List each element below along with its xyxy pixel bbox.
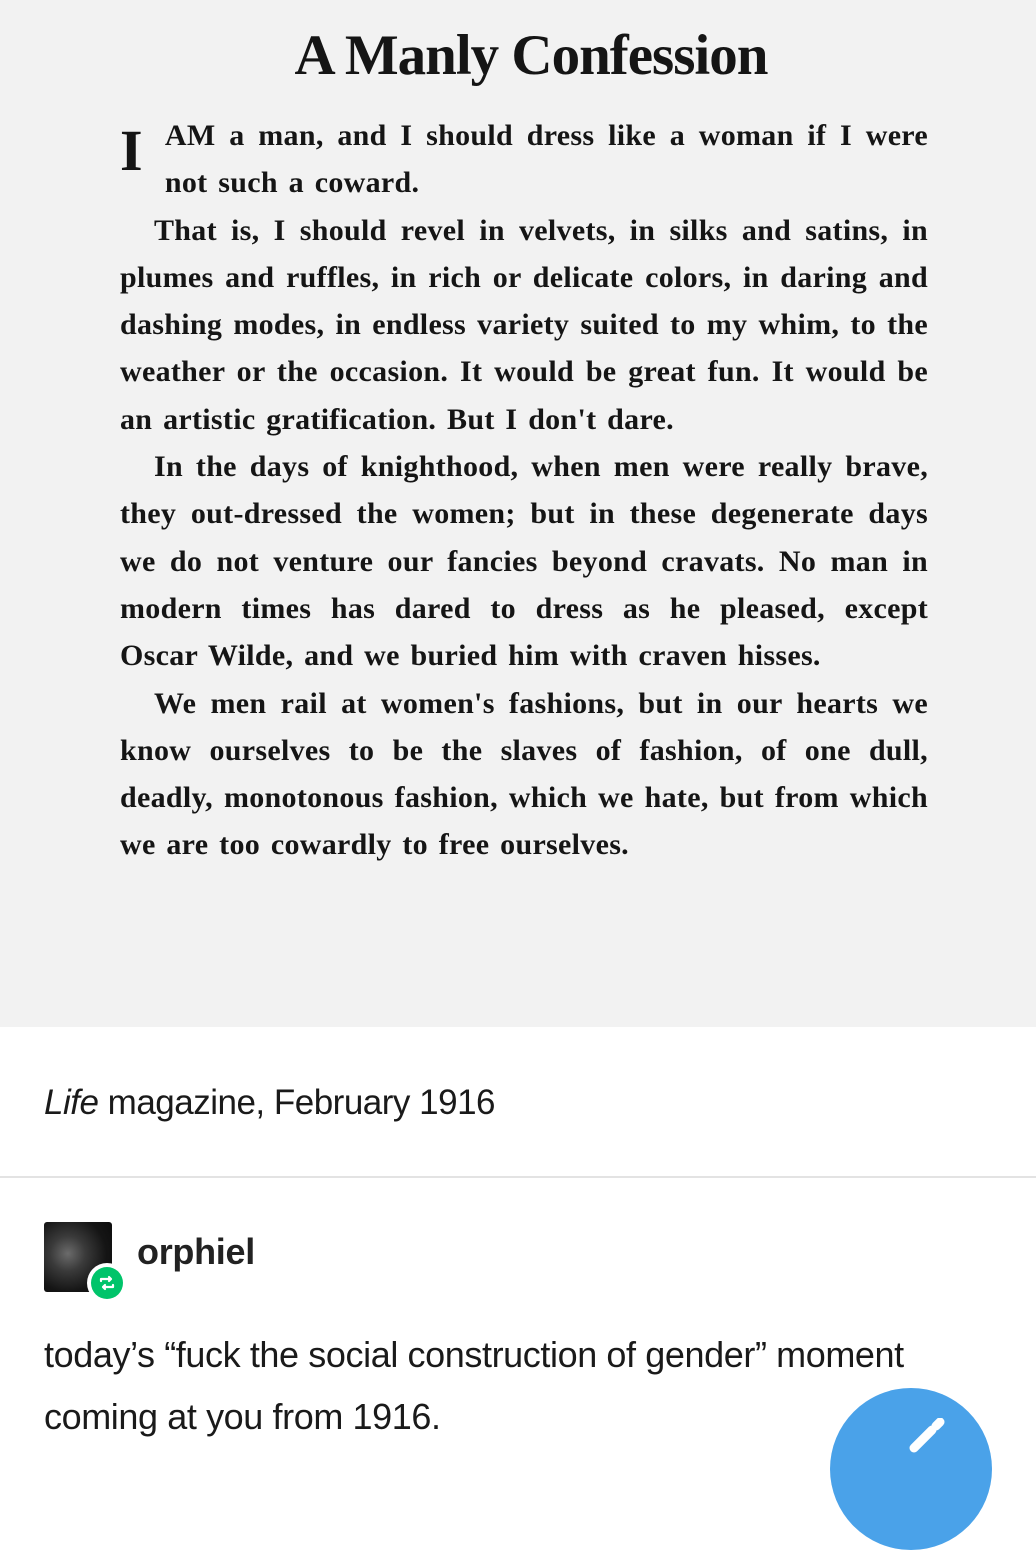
article-title: A Manly Confession bbox=[294, 24, 768, 87]
drop-cap: I bbox=[120, 118, 143, 183]
article-paragraph-text: AM a man, and I should dress like a woman if I were not such a coward. bbox=[164, 119, 928, 200]
reblog-comment: today’s “fuck the social construction of gender” moment coming at you from 1916. bbox=[44, 1334, 904, 1437]
article-body bbox=[120, 112, 928, 869]
compose-button[interactable] bbox=[830, 1388, 992, 1550]
pencil-icon bbox=[908, 1418, 948, 1458]
reblog-icon bbox=[87, 1263, 127, 1303]
article-paragraph: That is, I should revel in velvets, in silks and satins, in plumes and ruffles, in rich or delicate colors, in daring and dashing modes, in endless variety suited to my whim, to the weather or the occasion. It would be great fun. It would be an artistic gratification. But I don't dare. bbox=[120, 213, 928, 436]
reblog-username[interactable]: orphiel bbox=[137, 1231, 255, 1272]
caption-magazine-name: Life bbox=[44, 1083, 99, 1122]
article-paragraph bbox=[120, 112, 928, 207]
post-divider bbox=[0, 1176, 1036, 1178]
caption-date: magazine, February 1916 bbox=[98, 1083, 496, 1122]
article-paragraph: In the days of knighthood, when men were really brave, they out-dressed the women; but in these degenerate days we do not venture our fancies beyond cravats. No man in modern times has dared to dress as he pleased, except Oscar Wilde, and we buried him with craven hisses. bbox=[120, 450, 928, 673]
article-paragraph: We men rail at women's fashions, but in our hearts we know ourselves to be the slaves of fashion, of one dull, deadly, monotonous fashion, which we hate, but from which we are too cowardly to free ourselves. bbox=[120, 686, 928, 862]
source-caption bbox=[44, 1078, 495, 1128]
